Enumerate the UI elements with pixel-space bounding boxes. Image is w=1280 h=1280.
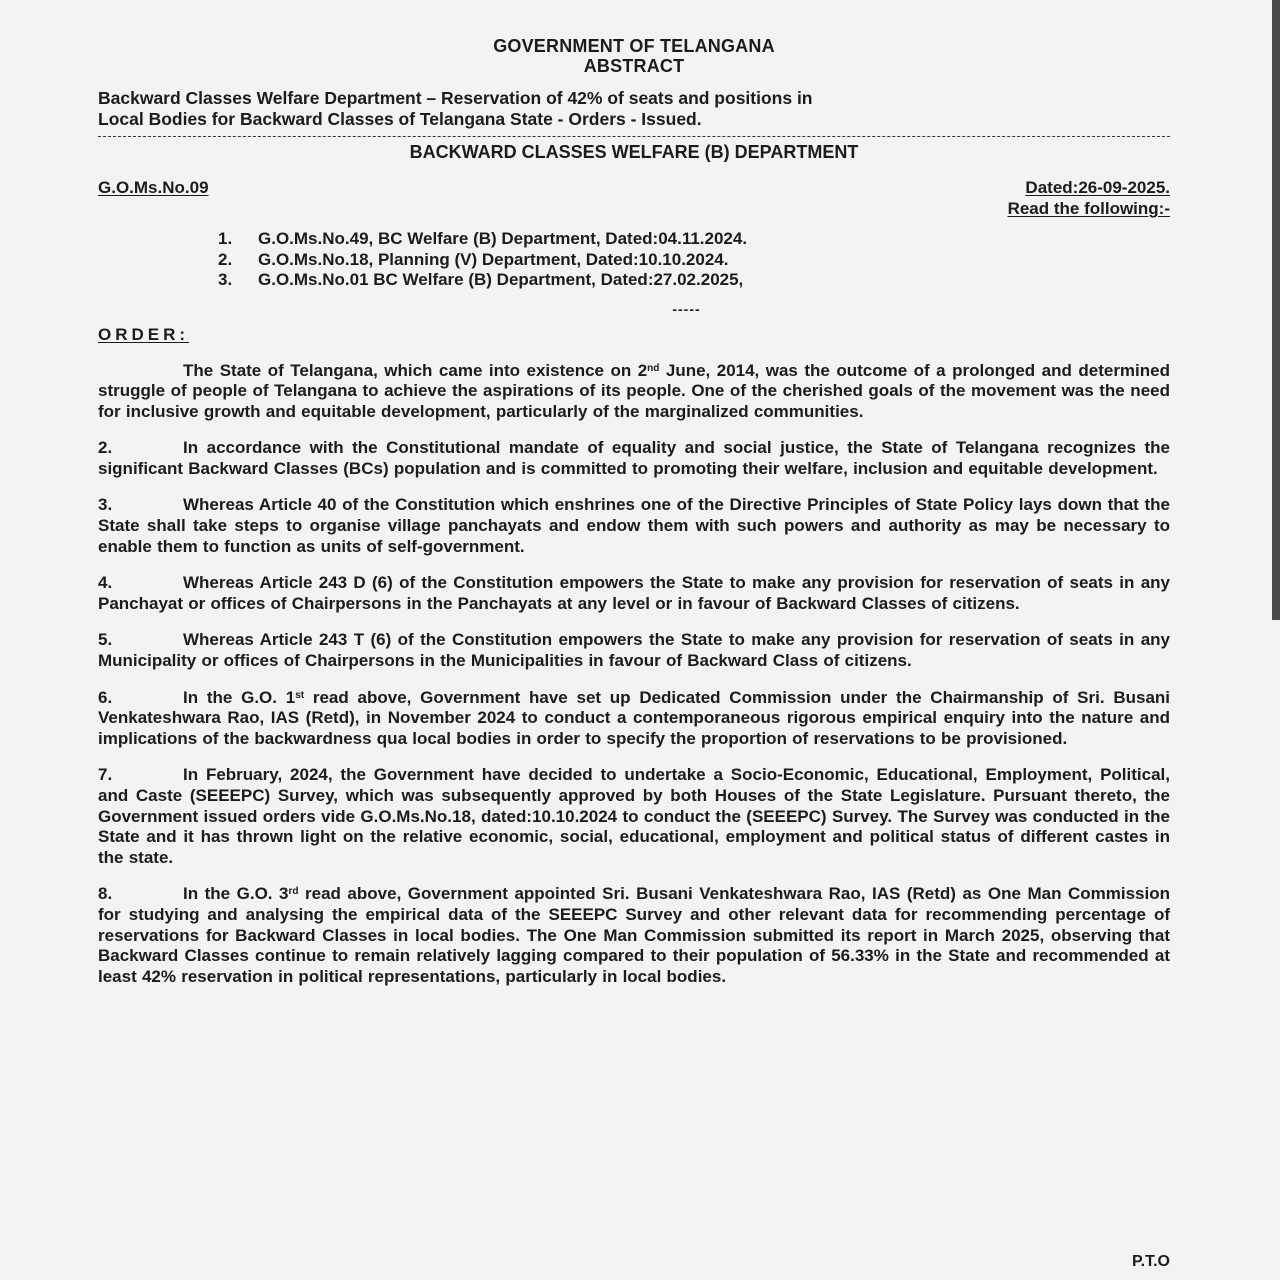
go-number: G.O.Ms.No.09 <box>98 178 209 197</box>
subject-line-1: Backward Classes Welfare Department – Reservation of 42% of seats and positions in <box>98 88 813 108</box>
go-row <box>98 177 1170 219</box>
pto-note: P.T.O <box>1132 1253 1170 1270</box>
paragraph-7: 7. In February, 2024, the Government have decided to undertake a Socio-Economic, Educational, Employment, Political, and Caste (SEEEPC) Survey, which was subsequently approved by both Houses of the State Legislature. Pursuant thereto, the Government issued orders vide G.O.Ms.No.18, dated:10.10.2024 to conduct the (SEEEPC) Survey. The Survey was conducted in the State and it has thrown light on the relative economic, social, educational, employment and political status of different castes in the state. <box>98 765 1170 867</box>
reference-item: 2. G.O.Ms.No.18, Planning (V) Department, Dated:10.10.2024. <box>218 249 729 269</box>
reference-item: 1. G.O.Ms.No.49, BC Welfare (B) Department, Dated:04.11.2024. <box>218 229 748 248</box>
paragraph-6: 6. In the G.O. 1st read above, Government have set up Dedicated Commission under the Chairmanship of Sri. Busani Venkateshwara Rao, IAS (Retd), in November 2024 to conduct a contemporaneous rigorous empirical enquiry into the nature and implications of the backwardness qua local bodies in order to specify the proportion of reservations to be provisioned. <box>98 687 1171 748</box>
reference-item: 3. G.O.Ms.No.01 BC Welfare (B) Department, Dated:27.02.2025, <box>218 270 744 289</box>
department-heading: BACKWARD CLASSES WELFARE (B) DEPARTMENT <box>409 142 859 162</box>
dashed-rule <box>98 136 1170 137</box>
paragraph-2: 2. In accordance with the Constitutional mandate of equality and social justice, the State of Telangana recognizes the significant Backward Classes (BCs) population and is committed to promoting their welfare, inclusion and equitable development. <box>98 438 1170 478</box>
paragraph-3: 3. Whereas Article 40 of the Constitution which enshrines one of the Directive Principles of State Policy lays down that the State shall take steps to organise village panchayats and endow them with such powers and authority as may be necessary to enable them to function as units of self-government. <box>98 495 1170 556</box>
order-heading: ORDER: <box>98 324 190 344</box>
abstract-heading: ABSTRACT <box>583 56 685 76</box>
scan-edge-strip <box>1272 0 1280 620</box>
subject-line-2: Local Bodies for Backward Classes of Telangana State - Orders - Issued. <box>98 109 702 129</box>
paragraph-1: The State of Telangana, which came into existence on 2nd June, 2014, was the outcome of a prolonged and determined struggle of people of Telangana to achieve the aspirations of its people. One of the cherished goals of the movement was the need for inclusive growth and equitable development, particularly of the marginalized communities. <box>98 360 1170 421</box>
separator: ----- <box>672 300 701 317</box>
paragraph-5: 5. Whereas Article 243 T (6) of the Constitution empowers the State to make any provision for reservation of seats in any Municipality or offices of Chairpersons in the Municipalities in favour of Backward Class of citizens. <box>98 630 1170 671</box>
paragraph-8: 8. In the G.O. 3rd read above, Government appointed Sri. Busani Venkateshwara Rao, IAS (Retd) as One Man Commission for studying and analysing the empirical data of the SEEEPC Survey and other relevant data for recommending percentage of reservations for Backward Classes in local bodies. The One Man Commission submitted its report in March 2025, observing that Backward Classes continue to remain relatively lagging compared to their population of 56.33% in the State and recommended at least 42% reservation in political representations, particularly in local bodies. <box>98 884 1170 986</box>
dated-block <box>1008 177 1170 219</box>
go-date: Dated:26-09-2025. <box>1025 178 1170 197</box>
paragraph-4: 4. Whereas Article 243 D (6) of the Constitution empowers the State to make any provision for reservation of seats in any Panchayat or offices of Chairpersons in the Panchayats at any level or in favour of Backward Classes of citizens. <box>98 573 1170 613</box>
subject <box>98 88 1170 130</box>
read-following: Read the following:- <box>1007 199 1170 218</box>
government-heading: GOVERNMENT OF TELANGANA <box>493 36 775 56</box>
reference-list <box>218 229 1170 291</box>
document-body <box>98 36 1170 987</box>
